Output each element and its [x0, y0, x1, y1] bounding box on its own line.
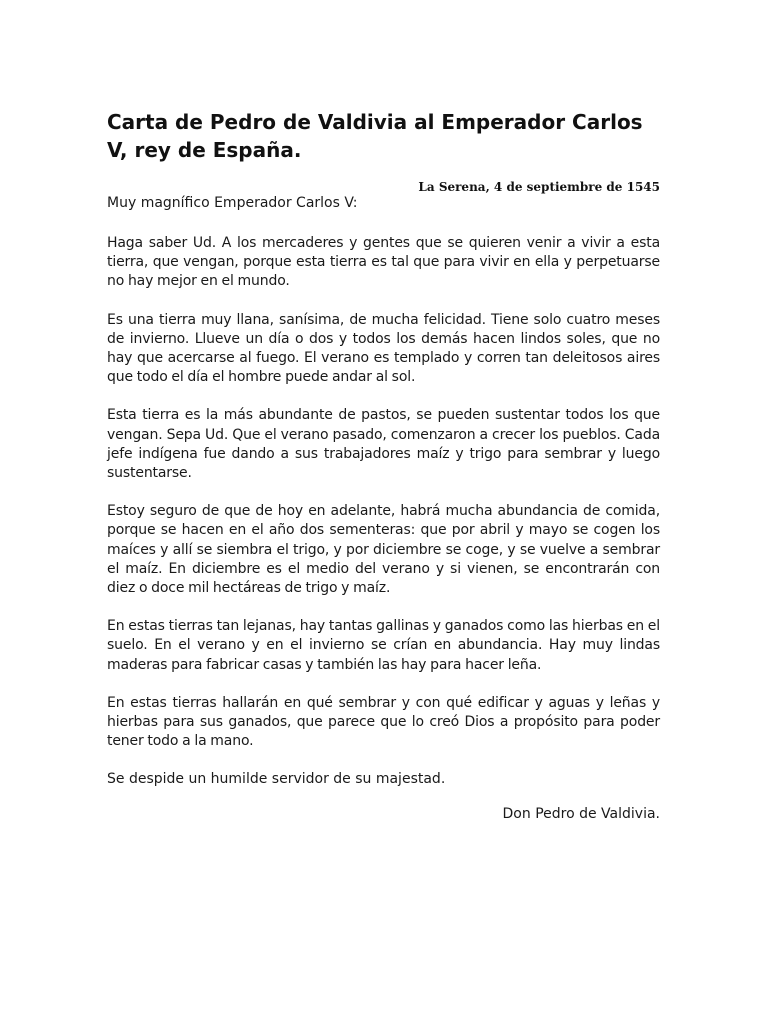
letter-paragraph: Esta tierra es la más abundante de pastos, se pueden sustentar todos los que vengan. Sepa Ud. Que el verano pasado, comenzaron a crecer los pueblos. Cada jefe indígena fue dando a sus trabajadores maíz y trigo para sembrar y luego sustentarse.: [107, 407, 660, 482]
letter-signature: Don Pedro de Valdivia.: [502, 806, 660, 823]
letter-paragraph: En estas tierras hallarán en qué sembrar y con qué edificar y aguas y leñas y hierbas para sus ganados, que parece que lo creó Dios a propósito para poder tener todo a la mano.: [107, 694, 660, 750]
letter-closing: Se despide un humilde servidor de su majestad.: [107, 771, 446, 788]
letter-page: [107, 108, 660, 824]
letter-paragraph: En estas tierras tan lejanas, hay tantas gallinas y ganados como las hierbas en el suelo. En el verano y en el invierno se crían en abundancia. Hay muy lindas maderas para fabricar casas y también las hay para hacer leña.: [107, 618, 660, 673]
letter-salutation: Muy magnífico Emperador Carlos V:: [107, 195, 358, 211]
letter-date: La Serena, 4 de septiembre de 1545: [418, 180, 660, 194]
letter-paragraph: Estoy seguro de que de hoy en adelante, habrá mucha abundancia de comida, porque se hacen en el año dos sementeras: que por abril y mayo se cogen los maíces y allí se siembra el trigo, y por diciembre se coge, y se vuelve a sembrar el maíz. En diciembre es el medio del verano y si vienen, se encontrarán con diez o doce mil hectáreas de trigo y maíz.: [107, 503, 660, 597]
letter-paragraph: Haga saber Ud. A los mercaderes y gentes que se quieren venir a vivir a esta tierra, que vengan, porque esta tierra es tal que para vivir en ella y perpetuarse no hay mejor en el mundo.: [107, 235, 660, 290]
letter-title: Carta de Pedro de Valdivia al Emperador Carlos V, rey de España.: [107, 110, 643, 162]
letter-paragraph: Es una tierra muy llana, sanísima, de mucha felicidad. Tiene solo cuatro meses de invierno. Llueve un día o dos y todos los demás hacen lindos soles, que no hay que acercarse al fuego. El verano es templado y corren tan deleitosos aires que todo el día el hombre puede andar al sol.: [107, 311, 660, 386]
